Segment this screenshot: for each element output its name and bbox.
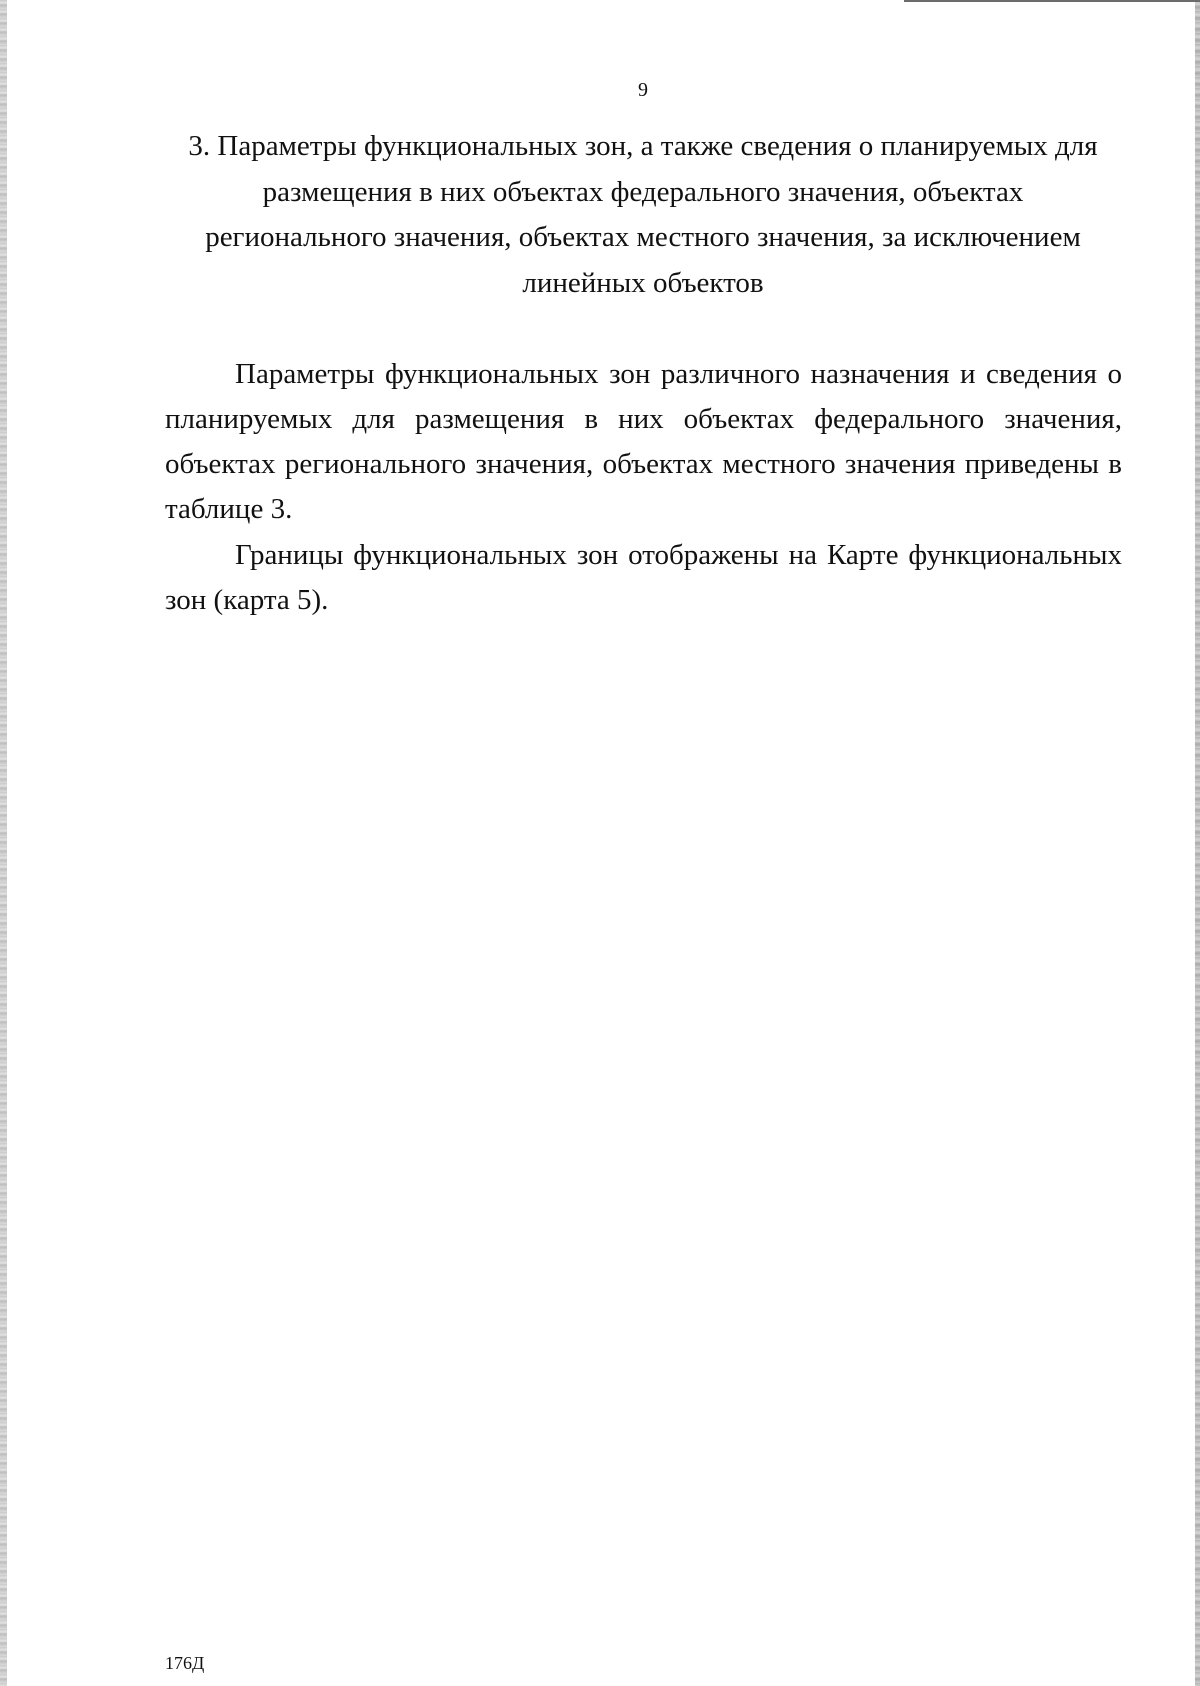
paragraph-table-reference: Параметры функциональных зон различного назначения и сведения о планируемых для размещения в них объектах федерального значения, объектах регионального значения, объектах местного значения приведены в таблице 3. <box>165 358 1122 525</box>
scan-edge-right <box>1195 0 1200 1686</box>
scan-edge-top <box>904 0 1200 2</box>
scan-edge-left <box>0 0 7 1686</box>
paragraph-map-reference: Границы функциональных зон отображены на Карте функциональных зон (карта 5). <box>165 539 1122 616</box>
page-number: 9 <box>638 79 648 101</box>
section-title: 3. Параметры функциональных зон, а также сведения о планируемых для размещения в них объектах федерального значения, объектах регионального значения, объектах местного значения, за исключением линейных объектов <box>188 130 1098 299</box>
document-code: 176Д <box>165 1653 205 1673</box>
